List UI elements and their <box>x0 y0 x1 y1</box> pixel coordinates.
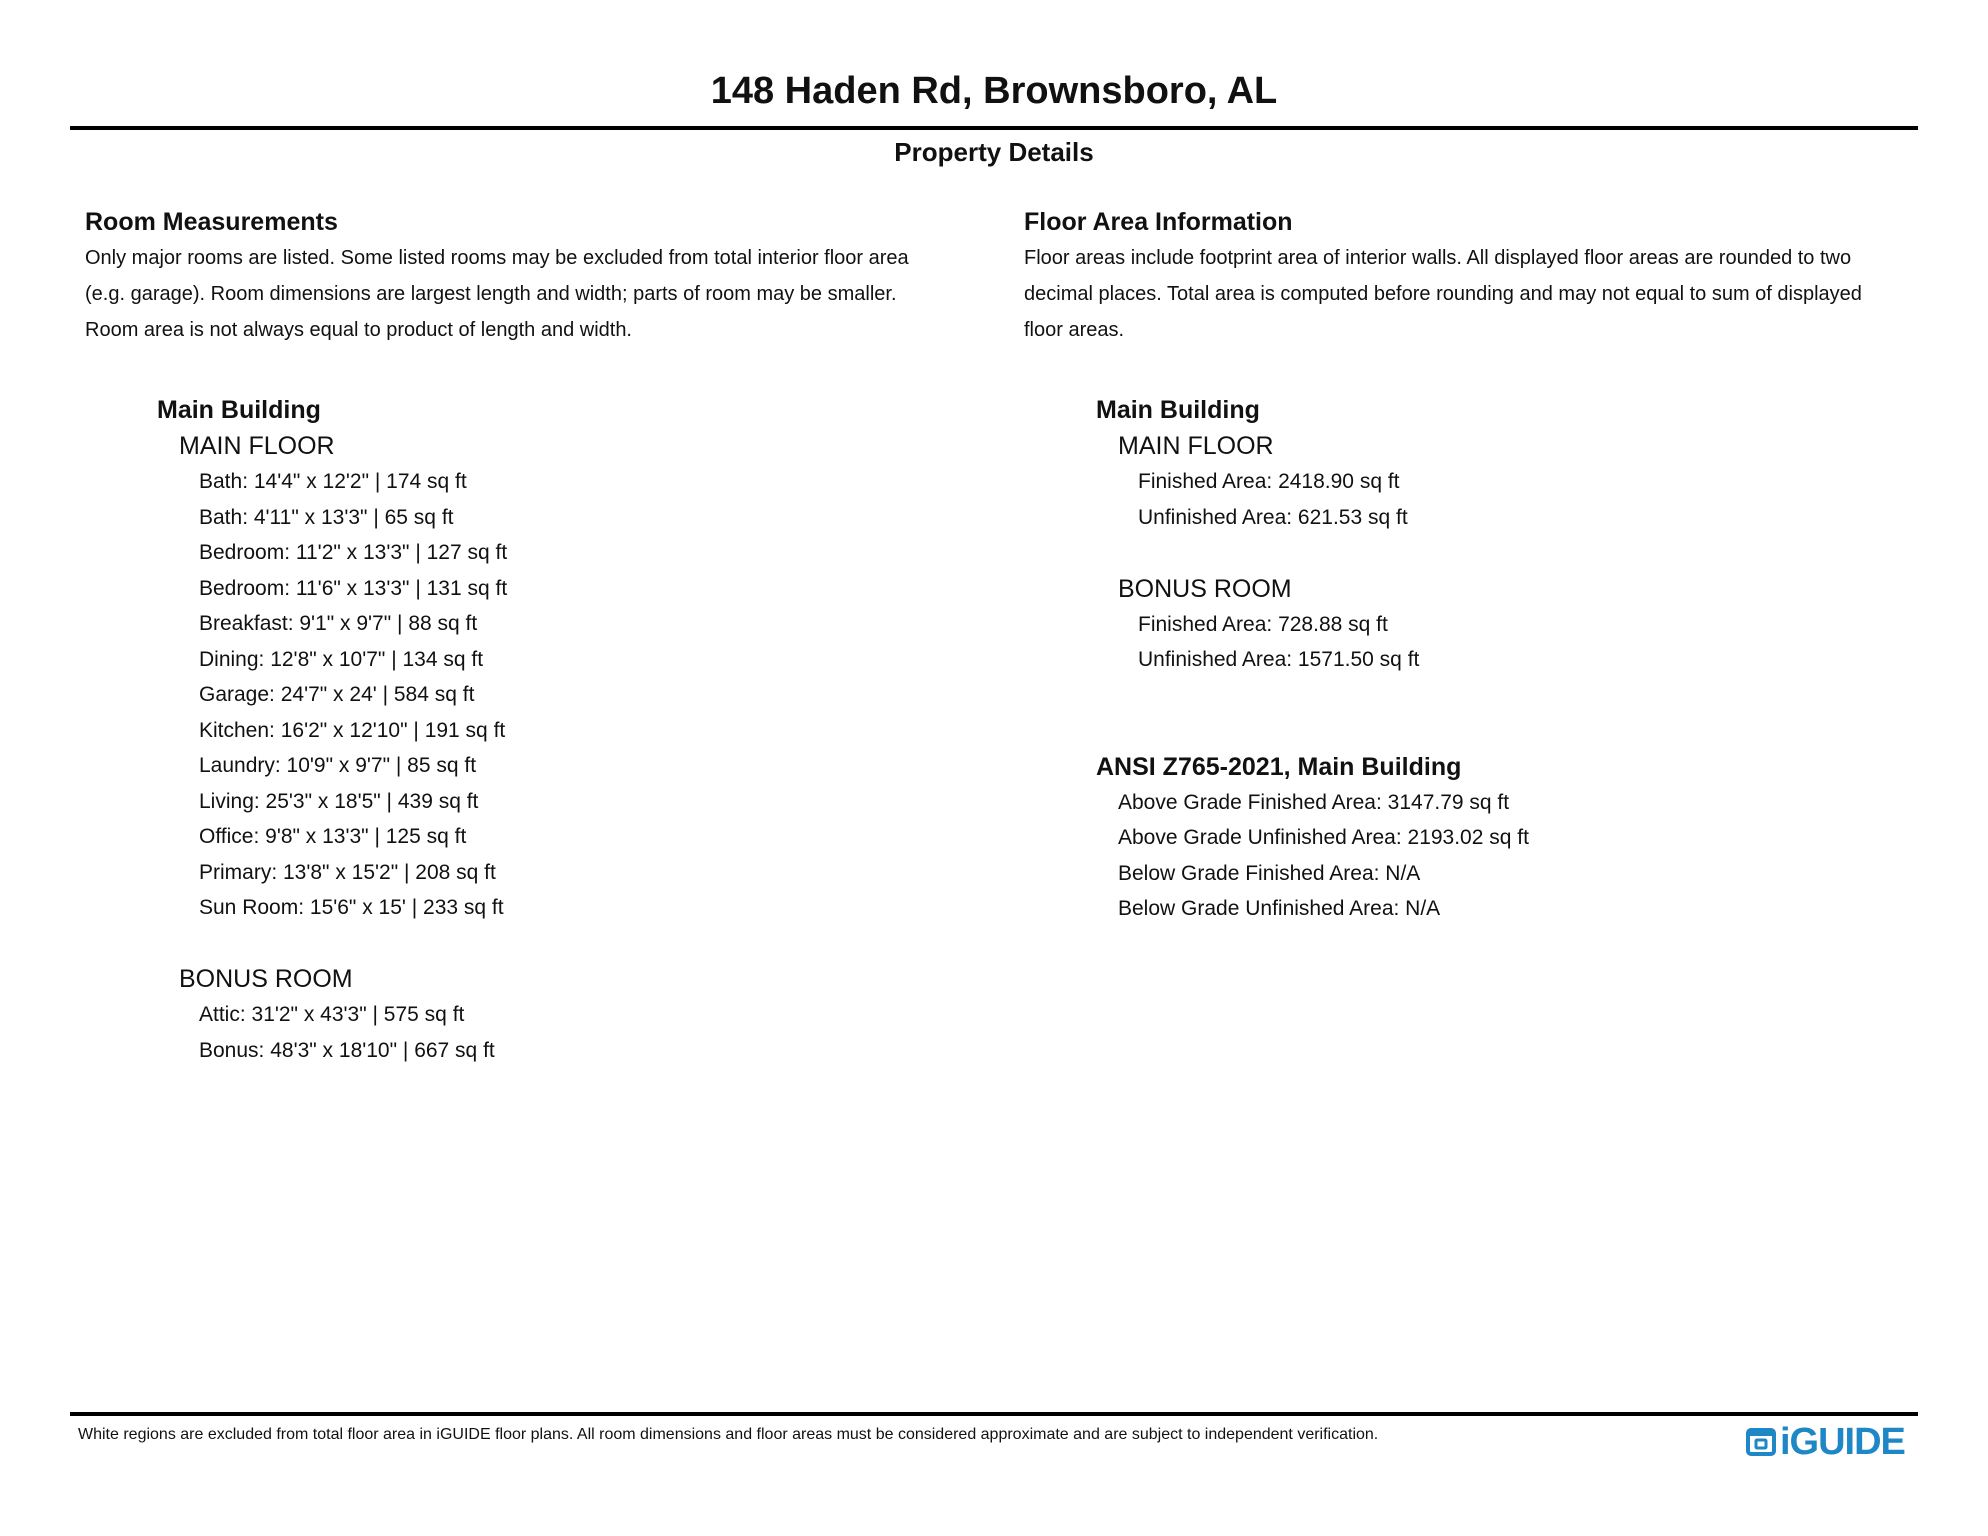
footer-divider <box>70 1412 1918 1416</box>
floor-area-heading: Floor Area Information <box>1024 208 1293 236</box>
floor-area-description-line: Floor areas include footprint area of interior walls. All displayed floor areas are rounded to two <box>1024 247 1852 269</box>
floor-area-description-line: floor areas. <box>1024 319 1125 341</box>
room-entry: Bath: 14'4" x 12'2" | 174 sq ft <box>199 470 467 493</box>
iguide-logo-icon <box>1746 1427 1776 1457</box>
floor-label-bonus: BONUS ROOM <box>179 965 353 993</box>
header-divider <box>70 126 1918 130</box>
area-entry: Unfinished Area: 1571.50 sq ft <box>1138 648 1420 671</box>
room-entry: Bonus: 48'3" x 18'10" | 667 sq ft <box>199 1038 495 1062</box>
room-measurements-heading: Room Measurements <box>85 208 338 236</box>
room-entry: Bedroom: 11'6" x 13'3" | 131 sq ft <box>199 576 508 600</box>
ansi-heading: ANSI Z765-2021, Main Building <box>1096 752 1462 781</box>
room-entry: Sun Room: 15'6" x 15' | 233 sq ft <box>199 896 504 919</box>
building-name: Main Building <box>157 396 321 424</box>
ansi-entry: Above Grade Finished Area: 3147.79 sq ft <box>1118 790 1510 814</box>
room-measurements-description-line: Room area is not always equal to product of length and width. <box>85 319 632 341</box>
room-entry: Attic: 31'2" x 43'3" | 575 sq ft <box>199 1003 465 1026</box>
area-entry: Finished Area: 2418.90 sq ft <box>1138 470 1400 493</box>
building-name: Main Building <box>1096 396 1260 424</box>
page-subtitle: Property Details <box>894 137 1094 167</box>
floor-area-description-line: decimal places. Total area is computed before rounding and may not equal to sum of displayed <box>1024 283 1862 305</box>
room-entry: Primary: 13'8" x 15'2" | 208 sq ft <box>199 860 496 884</box>
ansi-entry: Below Grade Unfinished Area: N/A <box>1118 897 1441 920</box>
area-entry: Unfinished Area: 621.53 sq ft <box>1138 505 1408 529</box>
ansi-entry: Above Grade Unfinished Area: 2193.02 sq ft <box>1118 826 1529 849</box>
floor-label-main: MAIN FLOOR <box>1118 432 1274 460</box>
area-entry: Finished Area: 728.88 sq ft <box>1138 612 1388 636</box>
room-measurements-description-line: Only major rooms are listed. Some listed rooms may be excluded from total interior floor area <box>85 247 909 269</box>
room-entry: Laundry: 10'9" x 9'7" | 85 sq ft <box>199 754 477 777</box>
room-measurements-description-line: (e.g. garage). Room dimensions are largest length and width; parts of room may be smaller. <box>85 283 897 305</box>
floor-area-section <box>1024 204 1944 927</box>
room-entry: Office: 9'8" x 13'3" | 125 sq ft <box>199 825 467 848</box>
spacer <box>1024 678 1944 749</box>
ansi-entry: Below Grade Finished Area: N/A <box>1118 861 1421 885</box>
room-entry: Bedroom: 11'2" x 13'3" | 127 sq ft <box>199 541 508 564</box>
spacer <box>1024 535 1944 571</box>
room-entry: Living: 25'3" x 18'5" | 439 sq ft <box>199 789 479 813</box>
room-entry: Kitchen: 16'2" x 12'10" | 191 sq ft <box>199 718 506 742</box>
iguide-logo <box>1746 1422 1905 1462</box>
footer-disclaimer: White regions are excluded from total floor area in iGUIDE floor plans. All room dimensions and floor areas must be considered approximate and are subject to independent verification. <box>78 1426 1379 1443</box>
room-entry: Garage: 24'7" x 24' | 584 sq ft <box>199 683 475 706</box>
room-entry: Bath: 4'11" x 13'3" | 65 sq ft <box>199 505 454 529</box>
iguide-logo-text: iGUIDE <box>1780 1421 1905 1463</box>
room-entry: Breakfast: 9'1" x 9'7" | 88 sq ft <box>199 612 478 635</box>
room-measurements-section <box>85 204 1005 1068</box>
floor-label-bonus: BONUS ROOM <box>1118 574 1292 603</box>
page-title: 148 Haden Rd, Brownsboro, AL <box>710 70 1278 112</box>
spacer <box>85 926 1005 962</box>
floor-label-main: MAIN FLOOR <box>179 432 335 460</box>
room-entry: Dining: 12'8" x 10'7" | 134 sq ft <box>199 647 484 671</box>
